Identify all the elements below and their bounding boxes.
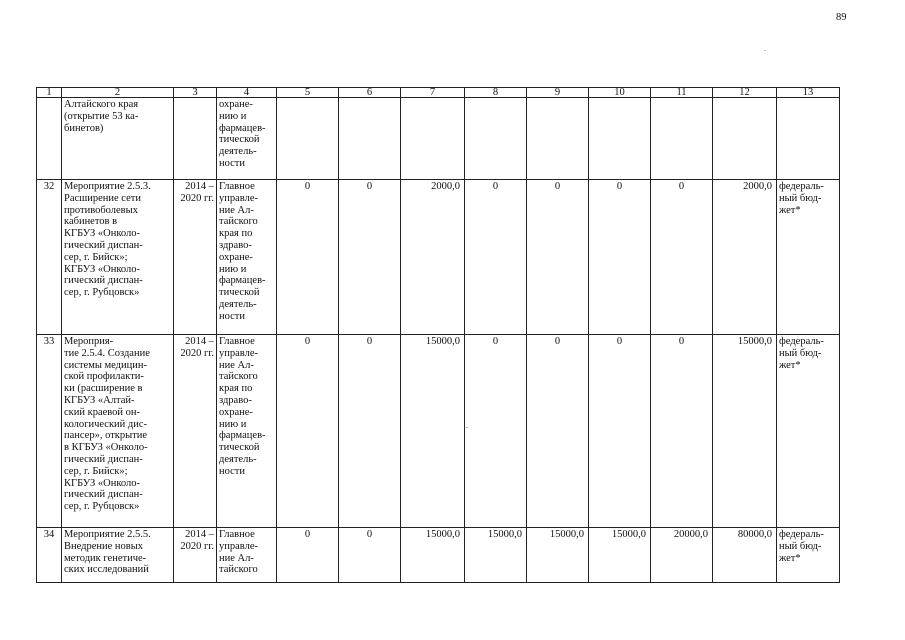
program-measures-table	[36, 87, 840, 583]
header-cell: 10	[589, 88, 651, 98]
header-cell: 2	[62, 88, 174, 98]
value-cell: 0	[651, 335, 713, 528]
value-cell	[339, 98, 401, 180]
value-cell	[651, 98, 713, 180]
scan-speck	[764, 50, 766, 51]
value-cell: 0	[277, 180, 339, 335]
period-cell	[174, 98, 217, 180]
value-cell	[527, 98, 589, 180]
measure-description: Алтайского края (открытие 53 ка- бинетов)	[62, 98, 174, 180]
period-cell: 2014 – 2020 гг.	[174, 528, 217, 583]
row-number: 34	[37, 528, 62, 583]
header-cell: 8	[465, 88, 527, 98]
header-cell: 13	[777, 88, 840, 98]
header-cell: 4	[217, 88, 277, 98]
value-cell: 0	[465, 335, 527, 528]
total-cell: 80000,0	[713, 528, 777, 583]
header-cell: 6	[339, 88, 401, 98]
executor-cell: охране- нию и фармацев- тической деятель- ности	[217, 98, 277, 180]
value-cell: 15000,0	[527, 528, 589, 583]
total-cell: 2000,0	[713, 180, 777, 335]
total-cell: 15000,0	[713, 335, 777, 528]
header-cell: 5	[277, 88, 339, 98]
table-row	[37, 528, 840, 583]
value-cell: 0	[465, 180, 527, 335]
header-cell: 9	[527, 88, 589, 98]
value-cell: 15000,0	[401, 335, 465, 528]
header-cell: 1	[37, 88, 62, 98]
header-cell: 7	[401, 88, 465, 98]
total-cell	[713, 98, 777, 180]
measure-description: Мероприя- тие 2.5.4. Создание системы медицин- ской профилакти- ки (расширение в КГБУЗ «Алтай- ский краевой он- кологический дис- пансер», открытие в КГБУЗ «Онколо- гический диспан- сер, г. Бийск»; КГБУЗ «Онколо- гический диспан- сер, г. Рубцовск»	[62, 335, 174, 528]
value-cell: 0	[589, 180, 651, 335]
value-cell: 0	[527, 335, 589, 528]
value-cell	[401, 98, 465, 180]
funding-source-cell	[777, 98, 840, 180]
funding-source-cell: федераль- ный бюд- жет*	[777, 180, 840, 335]
table-row	[37, 335, 840, 528]
value-cell	[277, 98, 339, 180]
value-cell: 0	[651, 180, 713, 335]
value-cell: 0	[339, 180, 401, 335]
header-cell: 3	[174, 88, 217, 98]
value-cell: 0	[277, 528, 339, 583]
executor-cell: Главное управле- ние Ал- тайского края по здраво- охране- нию и фармацев- тической деятель- ности	[217, 335, 277, 528]
page-number: 89	[836, 12, 847, 23]
value-cell: 15000,0	[465, 528, 527, 583]
value-cell: 0	[527, 180, 589, 335]
value-cell: 20000,0	[651, 528, 713, 583]
measure-description: Мероприятие 2.5.3. Расширение сети противоболевых кабинетов в КГБУЗ «Онколо- гический диспан- сер, г. Бийск»; КГБУЗ «Онколо- гический диспан- сер, г. Рубцовск»	[62, 180, 174, 335]
value-cell	[589, 98, 651, 180]
period-cell: 2014 – 2020 гг.	[174, 335, 217, 528]
value-cell: 0	[589, 335, 651, 528]
header-cell: 12	[713, 88, 777, 98]
table-row	[37, 98, 840, 180]
table-row	[37, 180, 840, 335]
row-number: 33	[37, 335, 62, 528]
funding-source-cell: федераль- ный бюд- жет*	[777, 528, 840, 583]
value-cell: 15000,0	[401, 528, 465, 583]
column-number-row	[37, 88, 840, 98]
value-cell: 2000,0	[401, 180, 465, 335]
value-cell: 0	[339, 335, 401, 528]
period-cell: 2014 – 2020 гг.	[174, 180, 217, 335]
header-cell: 11	[651, 88, 713, 98]
funding-source-cell: федераль- ный бюд- жет*	[777, 335, 840, 528]
row-number: 32	[37, 180, 62, 335]
value-cell	[465, 98, 527, 180]
executor-cell: Главное управле- ние Ал- тайского края по здраво- охране- нию и фармацев- тической деятель- ности	[217, 180, 277, 335]
value-cell: 15000,0	[589, 528, 651, 583]
value-cell: 0	[277, 335, 339, 528]
measure-description: Мероприятие 2.5.5. Внедрение новых методик генетиче- ских исследований	[62, 528, 174, 583]
executor-cell: Главное управле- ние Ал- тайского	[217, 528, 277, 583]
value-cell: 0	[339, 528, 401, 583]
row-number	[37, 98, 62, 180]
